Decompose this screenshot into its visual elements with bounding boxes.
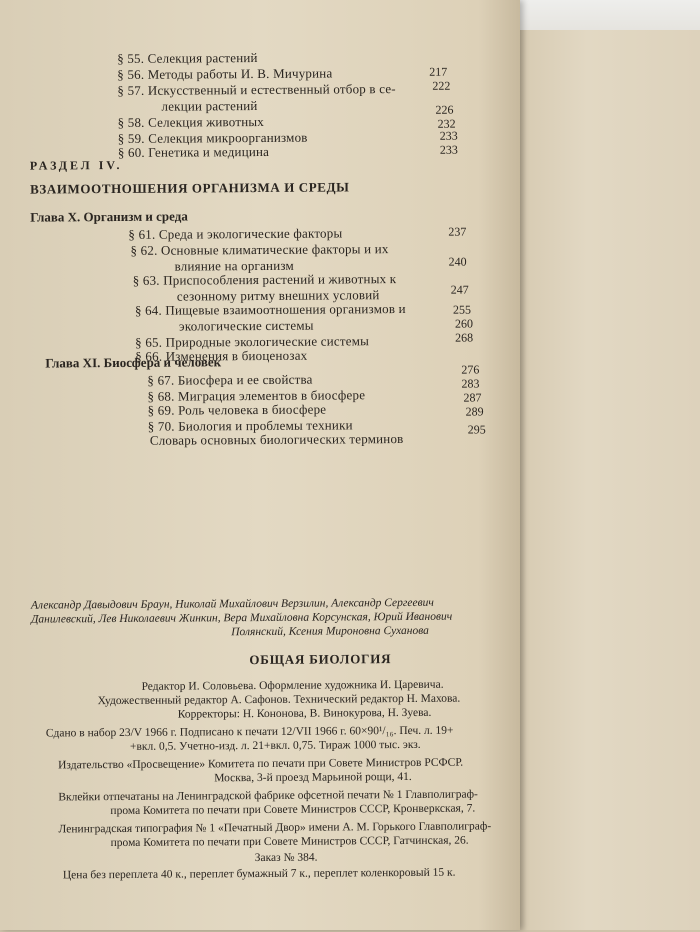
- toc-item: влияние на организм: [174, 257, 294, 274]
- toc-item: § 63. Приспособления растений и животных к: [132, 271, 397, 288]
- section-label: РАЗДЕЛ IV.: [29, 157, 123, 173]
- authors-line: Данилевский, Лев Николаевич Жинкин, Вера Михайловна Корсунская, Юрий Иванович: [31, 610, 453, 626]
- toc-item: сезонному ритму внешних условий: [176, 287, 380, 304]
- toc-page-number: 240: [448, 254, 467, 269]
- toc-item: § 57. Искусственный и естественный отбор в се-: [117, 81, 396, 98]
- imprint-line: Ленинградская типография № 1 «Печатный Двор» имени А. М. Горького Главполиграф-: [58, 820, 492, 836]
- toc-item: § 55. Селекция растений: [117, 50, 258, 66]
- imprint-line: Заказ № 384.: [254, 851, 318, 865]
- toc-page-number: 260: [454, 316, 474, 331]
- chapter-title: Глава XI. Биосфера и человек: [45, 354, 222, 371]
- book-title: ОБЩАЯ БИОЛОГИЯ: [249, 651, 392, 668]
- toc-item: § 67. Биосфера и ее свойства: [147, 371, 313, 388]
- glossary-item: Словарь основных биологических терминов: [149, 430, 404, 448]
- toc-item: § 69. Роль человека в биосфере: [147, 401, 327, 418]
- toc-item: § 61. Среда и экологические факторы: [128, 225, 343, 242]
- imprint-line: прома Комитета по печати при Совете Министров СССР, Кронверкская, 7.: [110, 802, 476, 818]
- toc-page-number: 276: [461, 362, 480, 377]
- toc-page-number: 295: [467, 422, 486, 437]
- toc-item: § 65. Природные экологические системы: [135, 333, 370, 350]
- toc-page-number: 233: [439, 142, 458, 157]
- toc-page-number: 237: [448, 224, 467, 239]
- toc-page-number: 289: [465, 404, 484, 419]
- toc-page-number: 247: [450, 282, 469, 297]
- toc-item: § 66. Изменения в биоценозах: [135, 347, 308, 364]
- imprint-line: Сдано в набор 23/V 1966 г. Подписано к печати 12/VII 1966 г. 60×90¹/₁₆. Печ. л. 19+: [45, 724, 454, 740]
- imprint-line: Художественный редактор А. Сафонов. Технический редактор Н. Махова.: [97, 692, 461, 708]
- toc-item: § 56. Методы работы И. В. Мичурина: [117, 65, 333, 82]
- authors-line: Александр Давыдович Браун, Николай Михайлович Верзилин, Александр Сергеевич: [30, 596, 434, 612]
- imprint-line: Москва, 3-й проезд Марьиной рощи, 41.: [214, 770, 412, 785]
- toc-page-number: 287: [463, 390, 482, 405]
- toc-item: § 59. Селекция микроорганизмов: [117, 129, 308, 146]
- toc-item: § 58. Селекция животных: [117, 113, 265, 130]
- toc-page-number: 268: [455, 330, 474, 345]
- toc-item: экологические системы: [178, 317, 314, 334]
- toc-page-number: 233: [439, 128, 458, 143]
- imprint-line: Вклейки отпечатаны на Ленинградской фабрике офсетной печати № 1 Главполиграф-: [58, 788, 478, 804]
- imprint-line: Редактор И. Соловьева. Оформление художника И. Царевича.: [141, 678, 444, 693]
- facing-page: [512, 0, 700, 930]
- toc-page-number: 255: [452, 302, 471, 317]
- toc-page-number: 222: [432, 78, 451, 93]
- toc-item: § 64. Пищевые взаимоотношения организмов и: [134, 300, 406, 318]
- toc-item: § 62. Основные климатические факторы и их: [130, 241, 389, 258]
- imprint-line: Цена без переплета 40 к., переплет бумажный 7 к., переплет коленкоровый 15 к.: [62, 866, 456, 882]
- imprint-line: +вкл. 0,5. Учетно-изд. л. 21+вкл. 0,75. Тираж 1000 тыс. экз.: [129, 738, 421, 753]
- chapter-title: Глава X. Организм и среда: [30, 208, 188, 225]
- toc-item: лекции растений: [161, 98, 258, 114]
- imprint-line: прома Комитета по печати при Совете Министров СССР, Гатчинская, 26.: [110, 834, 469, 850]
- toc-item: § 68. Миграция элементов в биосфере: [147, 387, 366, 404]
- toc-page-number: 217: [429, 64, 448, 79]
- imprint-line: Корректоры: Н. Кононова, В. Винокурова, Н. Зуева.: [177, 706, 432, 721]
- imprint-line: Издательство «Просвещение» Комитета по печати при Совете Министров РСФСР.: [58, 756, 464, 772]
- toc-item: § 70. Биология и проблемы техники: [147, 417, 353, 434]
- toc-item: § 60. Генетика и медицина: [117, 143, 270, 160]
- toc-page-number: 232: [437, 116, 456, 131]
- authors-line: Полянский, Ксения Мироновна Суханова: [231, 624, 429, 639]
- section-title: ВЗАИМООТНОШЕНИЯ ОРГАНИЗМА И СРЕДЫ: [30, 179, 350, 197]
- toc-page-number: 226: [435, 102, 454, 117]
- toc-page-number: 283: [461, 376, 480, 391]
